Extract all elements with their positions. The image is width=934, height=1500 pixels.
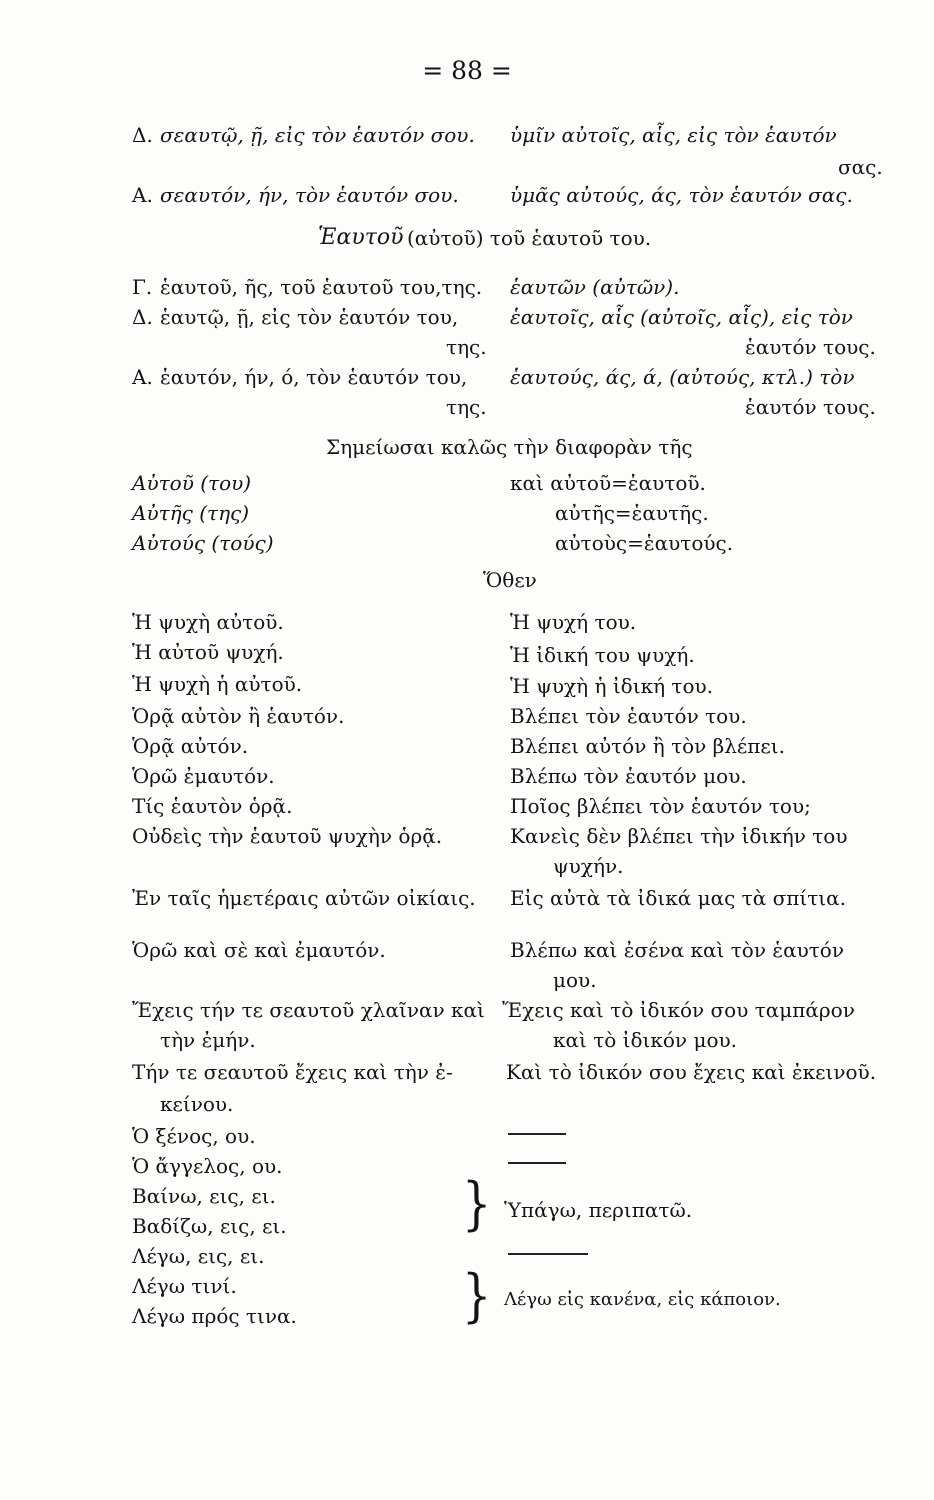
example-greek-cont: κείνου. <box>160 1092 234 1116</box>
plural-form: ὑμῖν αὐτοῖς, αἷς, εἰς τὸν ἑαυτόν <box>510 123 837 147</box>
plural-form: ἑαυτῶν (αὐτῶν). <box>510 275 680 299</box>
section-heading: (αὐτοῦ) τοῦ ἑαυτοῦ του. <box>407 226 652 250</box>
example-greek: Τήν τε σεαυτοῦ ἔχεις καὶ τὴν ἐ- <box>132 1060 453 1084</box>
vocab-item: Λέγω, εις, ει. <box>132 1244 265 1268</box>
vocab-item: Ὁ ξένος, ου. <box>132 1124 256 1148</box>
plural-form: ἑαυτοῖς, αἷς (αὐτοῖς, αἷς), εἰς τὸν <box>510 305 853 329</box>
example-greek: Τίς ἑαυτὸν ὁρᾷ. <box>132 794 293 818</box>
case-label: Δ. <box>132 123 153 147</box>
dash-rule <box>508 1133 566 1135</box>
example-modern: Ἡ ψυχὴ ἡ ἰδική του. <box>510 674 714 698</box>
example-greek: Ἡ ψυχὴ ἡ αὐτοῦ. <box>132 672 303 696</box>
plural-form-cont: σας. <box>838 155 883 179</box>
vocab-translation: Ὑπάγω, περιπατῶ. <box>504 1198 693 1222</box>
example-greek: Ὁρᾷ αὐτόν. <box>132 734 249 758</box>
brace: } <box>462 1261 492 1329</box>
example-modern-cont: ψυχήν. <box>553 854 624 878</box>
plural-form-cont: ἑαυτόν τους. <box>745 395 876 419</box>
example-greek: Οὐδεὶς τὴν ἑαυτοῦ ψυχὴν ὁρᾷ. <box>132 824 443 848</box>
singular-form: ἑαυτοῦ, ῆς, τοῦ ἑαυτοῦ του,της. <box>160 275 483 299</box>
example-modern: Ἔχεις καὶ τὸ ἰδικόν σου ταμπάρον <box>502 998 855 1022</box>
singular-form: σεαυτῷ, ῇ, εἰς τὸν ἑαυτόν σου. <box>160 123 475 147</box>
example-greek: Ὁρῶ καὶ σὲ καὶ ἐμαυτόν. <box>132 938 386 962</box>
singular-form: ἑαυτόν, ήν, ό, τὸν ἑαυτόν του, <box>160 365 468 389</box>
singular-form: σεαυτόν, ήν, τὸν ἑαυτόν σου. <box>160 183 459 207</box>
example-modern-cont: καὶ τὸ ἰδικόν μου. <box>553 1028 738 1052</box>
example-modern: Καὶ τὸ ἰδικόν σου ἔχεις καὶ ἐκεινοῦ. <box>506 1060 877 1084</box>
plural-form: ὑμᾶς αὐτούς, άς, τὸν ἑαυτόν σας. <box>510 183 853 207</box>
distinction-right: αὐτῆς=ἑαυτῆς. <box>555 501 709 525</box>
hothen-heading: Ὅθεν <box>483 568 537 592</box>
note-heading: Σημείωσαι καλῶς τὴν διαφορὰν τῆς <box>326 435 693 459</box>
plural-form: ἑαυτούς, άς, ά, (αὐτούς, κτλ.) τὸν <box>510 365 855 389</box>
example-modern: Κανεὶς δὲν βλέπει τὴν ἰδικήν του <box>510 824 848 848</box>
example-modern: Βλέπει τὸν ἑαυτόν του. <box>510 704 747 728</box>
distinction-right: καὶ αὐτοῦ=ἑαυτοῦ. <box>510 471 706 495</box>
example-greek: Ὁρᾷ αὐτὸν ἢ ἑαυτόν. <box>132 704 345 728</box>
page-number: = 88 = <box>422 56 512 85</box>
vocab-item: Ὁ ἄγγελος, ου. <box>132 1154 283 1178</box>
example-greek-cont: τὴν ἐμήν. <box>160 1028 256 1052</box>
example-greek: Ἔχεις τήν τε σεαυτοῦ χλαῖναν καὶ <box>132 998 485 1022</box>
distinction-right: αὐτοὺς=ἑαυτούς. <box>555 531 734 555</box>
vocab-item: Λέγω πρός τινα. <box>132 1304 297 1328</box>
vocab-translation: Λέγω εἰς κανένα, εἰς κάποιον. <box>504 1289 781 1310</box>
example-modern: Εἰς αὐτὰ τὰ ἰδικά μας τὰ σπίτια. <box>510 886 847 910</box>
case-label: Α. <box>132 183 153 207</box>
dash-rule <box>508 1162 566 1164</box>
example-modern: Ποῖος βλέπει τὸν ἑαυτόν του; <box>510 794 811 818</box>
case-label: Α. <box>132 365 153 389</box>
example-greek: Ἐν ταῖς ἡμετέραις αὐτῶν οἰκίαις. <box>132 886 476 910</box>
example-modern: Βλέπει αὐτόν ἢ τὸν βλέπει. <box>510 734 785 758</box>
example-greek: Ὁρῶ ἐμαυτόν. <box>132 764 275 788</box>
plural-form-cont: ἑαυτόν τους. <box>745 335 876 359</box>
section-lemma: Ἑαυτοῦ <box>318 225 404 250</box>
singular-form-cont: της. <box>446 335 487 359</box>
distinction-left: Αὐτῆς (της) <box>132 501 250 525</box>
distinction-left: Αὐτοῦ (του) <box>132 471 252 495</box>
example-greek: Ἡ αὐτοῦ ψυχή. <box>132 640 284 664</box>
example-modern: Ἡ ψυχή του. <box>510 610 637 634</box>
example-greek: Ἡ ψυχὴ αὐτοῦ. <box>132 610 284 634</box>
example-modern-cont: μου. <box>553 968 597 992</box>
brace: } <box>462 1169 492 1237</box>
example-modern: Ἡ ἰδική του ψυχή. <box>510 643 695 667</box>
singular-form-cont: της. <box>446 395 487 419</box>
dash-rule <box>508 1253 588 1255</box>
example-modern: Βλέπω καὶ ἐσένα καὶ τὸν ἑαυτόν <box>510 938 845 962</box>
vocab-item: Λέγω τινί. <box>132 1274 237 1298</box>
distinction-left: Αὐτούς (τούς) <box>132 531 274 555</box>
vocab-item: Βαίνω, εις, ει. <box>132 1184 276 1208</box>
singular-form: ἑαυτῷ, ῇ, εἰς τὸν ἑαυτόν του, <box>160 305 459 329</box>
case-label: Γ. <box>132 275 153 299</box>
vocab-item: Βαδίζω, εις, ει. <box>132 1214 287 1238</box>
example-modern: Βλέπω τὸν ἑαυτόν μου. <box>510 764 747 788</box>
case-label: Δ. <box>132 305 153 329</box>
